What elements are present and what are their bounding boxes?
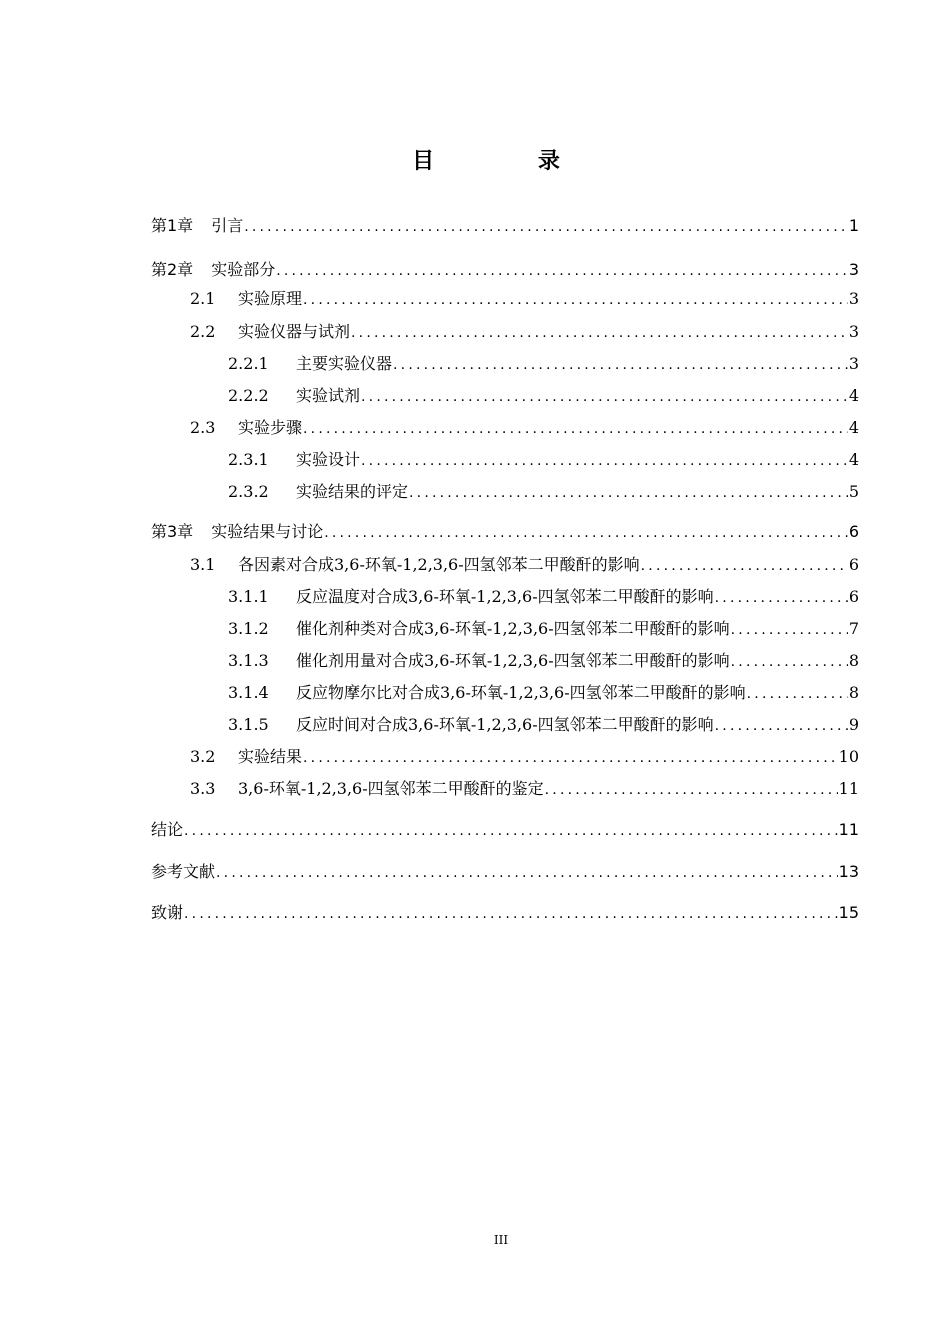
entry-page-number: 13 [838,862,859,881]
entry-number: 3.3 [190,779,216,798]
entry-page-number: 5 [848,482,859,501]
toc-entry-subsection-2-2-2[interactable] [228,384,859,408]
entry-number: 2.2.2 [228,386,269,405]
entry-page-number: 3 [848,260,859,279]
dot-leader [641,554,848,577]
entry-number: 2.3 [190,418,216,437]
toc-entry-chapter-1[interactable] [151,214,859,238]
entry-title: 实验步骤 [238,418,303,437]
entry-page-number: 15 [838,903,859,922]
entry-number: 2.2.1 [228,354,269,373]
toc-entry-chapter-2[interactable] [151,258,859,282]
entry-page-number: 7 [848,619,859,638]
dot-leader [303,288,848,311]
entry-page-number: 4 [848,450,859,469]
entry-title: 催化剂种类对合成3,6-环氧-1,2,3,6-四氢邻苯二甲酸酐的影响 [296,619,730,638]
entry-title: 参考文献 [151,862,216,881]
entry-page-number: 6 [848,555,859,574]
toc-entry-subsection-2-3-1[interactable] [228,448,859,472]
entry-title: 实验部分 [211,260,276,279]
entry-title: 实验原理 [238,289,303,308]
dot-leader [731,618,848,641]
entry-page-number: 6 [848,522,859,541]
dot-leader [361,385,848,408]
dot-leader [184,819,838,842]
entry-number: 第1章 [151,216,194,235]
toc-entry-section-3-2[interactable] [190,745,859,769]
dot-leader [731,650,848,673]
dot-leader [393,353,848,376]
entry-title: 主要实验仪器 [296,354,393,373]
entry-page-number: 4 [848,418,859,437]
dot-leader [184,902,838,925]
entry-number: 2.3.2 [228,482,269,501]
toc-entry-section-2-3[interactable] [190,416,859,440]
entry-title: 实验结果 [238,747,303,766]
dot-leader [351,321,848,344]
entry-page-number: 3 [848,354,859,373]
toc-entry-subsection-3-1-5[interactable] [228,713,859,737]
entry-title: 反应物摩尔比对合成3,6-环氧-1,2,3,6-四氢邻苯二甲酸酐的影响 [296,683,746,702]
dot-leader [276,259,848,282]
entry-title: 引言 [211,216,244,235]
toc-entry-references[interactable] [151,860,859,884]
dot-leader [409,481,848,504]
entry-number: 2.3.1 [228,450,269,469]
toc-entry-chapter-3[interactable] [151,520,859,544]
entry-number: 2.1 [190,289,216,308]
entry-page-number: 9 [848,715,859,734]
entry-title: 实验仪器与试剂 [238,322,351,341]
toc-entry-subsection-3-1-1[interactable] [228,585,859,609]
toc-entry-subsection-2-3-2[interactable] [228,480,859,504]
toc-entry-subsection-2-2-1[interactable] [228,352,859,376]
entry-number: 2.2 [190,322,216,341]
entry-page-number: 11 [838,820,859,839]
entry-number: 第2章 [151,260,194,279]
page-number-footer: III [493,1233,509,1247]
entry-number: 3.1.2 [228,619,269,638]
entry-page-number: 10 [838,747,859,766]
toc-entry-section-2-2[interactable] [190,320,859,344]
entry-number: 3.1.5 [228,715,269,734]
entry-page-number: 11 [838,779,859,798]
entry-number: 第3章 [151,522,194,541]
dot-leader [715,586,848,609]
dot-leader [303,417,848,440]
dot-leader [545,778,838,801]
entry-title: 实验结果的评定 [296,482,409,501]
entry-number: 3.1.1 [228,587,269,606]
entry-page-number: 1 [848,216,859,235]
toc-title: 目 录 [412,149,608,174]
entry-number: 3.1 [190,555,216,574]
dot-leader [303,746,838,769]
dot-leader [216,861,838,884]
entry-number: 3.2 [190,747,216,766]
entry-title: 反应时间对合成3,6-环氧-1,2,3,6-四氢邻苯二甲酸酐的影响 [296,715,714,734]
dot-leader [244,215,848,238]
entry-title: 催化剂用量对合成3,6-环氧-1,2,3,6-四氢邻苯二甲酸酐的影响 [296,651,730,670]
entry-title: 实验结果与讨论 [211,522,324,541]
toc-entry-subsection-3-1-2[interactable] [228,617,859,641]
entry-page-number: 3 [848,322,859,341]
entry-page-number: 3 [848,289,859,308]
entry-title: 致谢 [151,903,184,922]
entry-title: 3,6-环氧-1,2,3,6-四氢邻苯二甲酸酐的鉴定 [238,779,544,798]
toc-entry-section-2-1[interactable] [190,287,859,311]
dot-leader [715,714,848,737]
entry-page-number: 8 [848,651,859,670]
entry-page-number: 4 [848,386,859,405]
entry-title: 各因素对合成3,6-环氧-1,2,3,6-四氢邻苯二甲酸酐的影响 [238,555,640,574]
entry-page-number: 6 [848,587,859,606]
toc-entry-subsection-3-1-3[interactable] [228,649,859,673]
toc-entry-subsection-3-1-4[interactable] [228,681,859,705]
entry-title: 结论 [151,820,184,839]
toc-entry-acknowledgements[interactable] [151,901,859,925]
dot-leader [747,682,848,705]
entry-page-number: 8 [848,683,859,702]
toc-entry-conclusion[interactable] [151,818,859,842]
dot-leader [324,521,848,544]
dot-leader [361,449,848,472]
entry-title: 实验试剂 [296,386,361,405]
entry-title: 反应温度对合成3,6-环氧-1,2,3,6-四氢邻苯二甲酸酐的影响 [296,587,714,606]
toc-entry-section-3-1[interactable] [190,553,859,577]
entry-number: 3.1.3 [228,651,269,670]
entry-title: 实验设计 [296,450,361,469]
toc-entry-section-3-3[interactable] [190,777,859,801]
entry-number: 3.1.4 [228,683,269,702]
